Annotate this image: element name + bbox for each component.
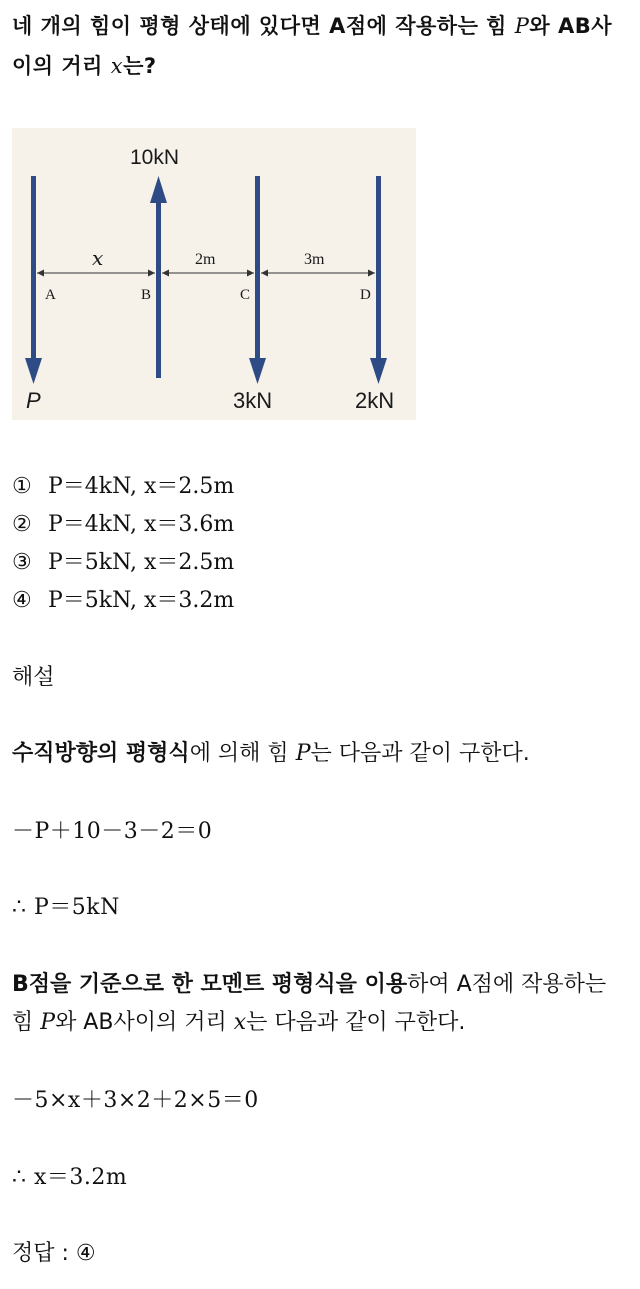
choice-2[interactable] xyxy=(12,506,612,544)
para1-var: P xyxy=(295,741,311,766)
label-c: C xyxy=(240,287,251,303)
question-part2: 와 AB사이의 거리 xyxy=(12,14,613,78)
choice-3-number: ③ xyxy=(12,550,32,575)
label-10kn: 10kN xyxy=(130,146,180,169)
label-p: P xyxy=(26,388,41,413)
label-3m: 3m xyxy=(304,251,325,268)
figure-background xyxy=(12,128,416,420)
para2-bold: B점을 기준으로 한 모멘트 평형식을 이용 xyxy=(12,972,408,997)
para1-bold: 수직방향의 평형식 xyxy=(12,741,190,766)
explanation-paragraph-1 xyxy=(12,735,630,773)
choice-3-text: P＝5kN, x＝2.5m xyxy=(48,550,235,575)
para2-rest: 하여 A점에 작용하는 힘 xyxy=(12,972,607,1035)
label-x: x xyxy=(92,246,104,270)
para2-mid: 와 AB사이의 거리 xyxy=(55,1010,234,1035)
equation-1: －P＋10－3－2＝0 xyxy=(12,819,213,844)
choice-4[interactable] xyxy=(12,582,612,620)
equation-2: －5×x＋3×2＋2×5＝0 xyxy=(12,1088,259,1113)
force-diagram xyxy=(12,128,416,420)
label-2kn: 2kN xyxy=(355,388,395,413)
para1-rest: 에 의해 힘 xyxy=(189,741,296,766)
question-var-x: x xyxy=(110,54,124,78)
result-1: ∴ P＝5kN xyxy=(12,895,120,920)
result-2: ∴ x＝3.2m xyxy=(12,1165,128,1190)
choice-4-number: ④ xyxy=(12,588,32,613)
choice-1-number: ① xyxy=(12,474,32,499)
force-diagram-svg xyxy=(12,128,416,420)
answer: 정답 : ④ xyxy=(12,1241,96,1266)
para2-var-x: x xyxy=(233,1010,247,1035)
para2-end: 는 다음과 같이 구한다. xyxy=(246,1010,466,1035)
explanation-heading: 해설 xyxy=(12,665,55,690)
choice-1-text: P＝4kN, x＝2.5m xyxy=(48,474,235,499)
label-2m: 2m xyxy=(195,251,216,268)
choice-list xyxy=(12,468,612,620)
explanation-paragraph-2 xyxy=(12,966,630,1042)
label-b: B xyxy=(141,287,152,303)
choice-4-text: P＝5kN, x＝3.2m xyxy=(48,588,235,613)
label-3kn: 3kN xyxy=(233,388,273,413)
label-d: D xyxy=(360,287,371,303)
choice-3[interactable] xyxy=(12,544,612,582)
choice-1[interactable] xyxy=(12,468,612,506)
question-part3: 는? xyxy=(123,54,157,78)
question-var-p: P xyxy=(514,14,530,38)
para1-end: 는 다음과 같이 구한다. xyxy=(310,741,530,766)
para2-var-p: P xyxy=(40,1010,56,1035)
choice-2-text: P＝4kN, x＝3.6m xyxy=(48,512,235,537)
choice-2-number: ② xyxy=(12,512,32,537)
question-part1: 네 개의 힘이 평형 상태에 있다면 A점에 작용하는 힘 xyxy=(12,14,515,38)
label-a: A xyxy=(45,287,56,303)
question-text xyxy=(12,6,630,86)
